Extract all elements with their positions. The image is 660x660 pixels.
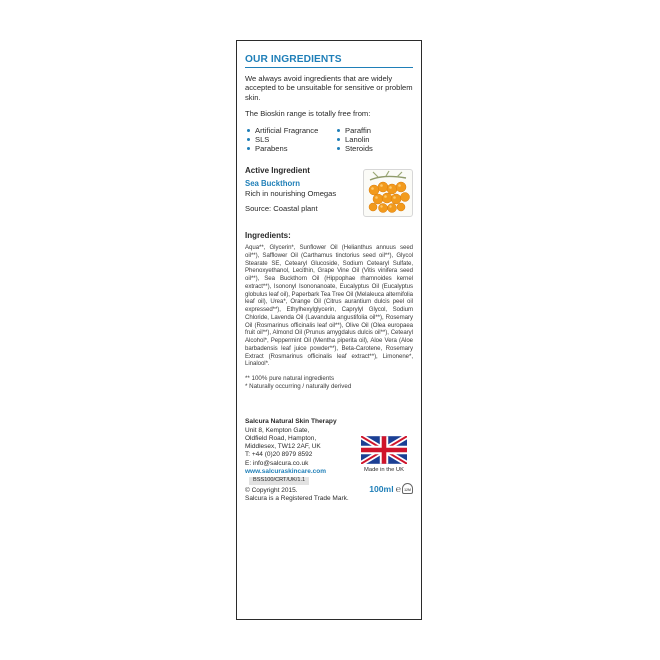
address-line: Unit 8, Kempton Gate, (245, 426, 310, 434)
bullet-icon (337, 147, 340, 150)
copyright: © Copyright 2015. (245, 486, 298, 494)
active-ingredient-benefit: Rich in nourishing Omegas (245, 188, 337, 198)
list-item: Parabens (245, 144, 335, 153)
active-ingredient-name: Sea Buckthorn (245, 179, 301, 189)
company-email: E: info@salcura.co.uk (245, 459, 309, 467)
bullet-icon (337, 138, 340, 141)
panel-heading: OUR INGREDIENTS (245, 54, 413, 68)
union-jack-flag-icon (361, 436, 407, 464)
note-natural: ** 100% pure natural ingredients (245, 375, 335, 383)
footnotes (245, 375, 413, 391)
bullet-icon (247, 129, 250, 132)
bullet-icon (247, 147, 250, 150)
range-text: The Bioskin range is totally free from: (245, 109, 371, 119)
product-code: BSS100/CRT/UK/1.1 (249, 477, 309, 485)
active-ingredient-source: Source: Coastal plant (245, 204, 318, 214)
estimated-sign: ℮ (395, 483, 401, 494)
company-website: www.salcuraskincare.com (245, 468, 327, 476)
trademark: Salcura is a Registered Trade Mark. (245, 495, 349, 503)
list-item: Steroids (335, 144, 415, 153)
list-item: Paraffin (335, 126, 415, 135)
free-from-list (245, 126, 413, 154)
volume-block (369, 483, 413, 494)
sea-buckthorn-berries-icon (363, 169, 413, 217)
address-line: Middlesex, TW12 2AF, UK (245, 443, 321, 451)
bullet-icon (247, 138, 250, 141)
list-item: Lanolin (335, 135, 415, 144)
origin-block (357, 436, 411, 474)
intro-text: We always avoid ingredients that are widely accepted to be unsuitable for sensitive or problem skin. (245, 74, 413, 102)
volume-amount: 100ml (369, 483, 394, 494)
list-item: SLS (245, 135, 335, 144)
made-in-label: Made in the UK (364, 467, 404, 474)
active-ingredient-title: Active Ingredient (245, 166, 310, 176)
company-phone: T: +44 (0)20 8979 8592 (245, 451, 313, 459)
ingredients-list: Aqua**, Glycerin*, Sunflower Oil (Helianthus annuus seed oil**), Safflower Oil (Carthamus tinctorius seed oil**), Glycol Stearate SE, Cetearyl Glucoside, Sodium Cetearyl Sulfate, Phenoxyethanol, Lecithin, Grape Vine Oil (Vitis vinifera seed oil**), Sea Buckthorn Oil (Hippophae rhamnoides kernel extract**), Isononyl Isononanoate, Eucalyptus Oil (Eucalyptus globulus leaf oil), Paperbark Tea Tree Oil (Melaleuca alternifolia leaf oil), Urea*, Orange Oil (Citrus aurantium dulcis peel oil expressed**), Ethylhexylglycerin, Caprylyl Glycol, Sodium Chloride, Lavenda Oil (Lavandula angustifolia oil**), Rosemary Oil (Rosmarinus officinalis leaf oil**), Olive Oil (Olea europaea fruit oil**), Almond Oil (Prunus amygdalus dulcis oil**), Cetearyl Alcohol*, Peppermint Oil (Mentha piperita oil), Aloe Vera (Aloe barbadensis leaf juice powder**), Beta-Carotene, Rosemary Extract (Rosmarinus officinalis leaf extract**), Limonene*, Linalool*. (245, 244, 413, 368)
ingredients-panel (236, 40, 422, 620)
ingredients-title: Ingredients: (245, 231, 291, 241)
list-item: Artificial Fragrance (245, 126, 335, 135)
company-block (245, 418, 413, 503)
address-line: Oldfield Road, Hampton, (245, 434, 317, 442)
open-jar-icon: 12M (402, 483, 413, 494)
note-occurring: * Naturally occurring / naturally derived (245, 383, 352, 391)
bullet-icon (337, 129, 340, 132)
active-ingredient-section (245, 166, 413, 222)
company-name: Salcura Natural Skin Therapy (245, 418, 337, 426)
